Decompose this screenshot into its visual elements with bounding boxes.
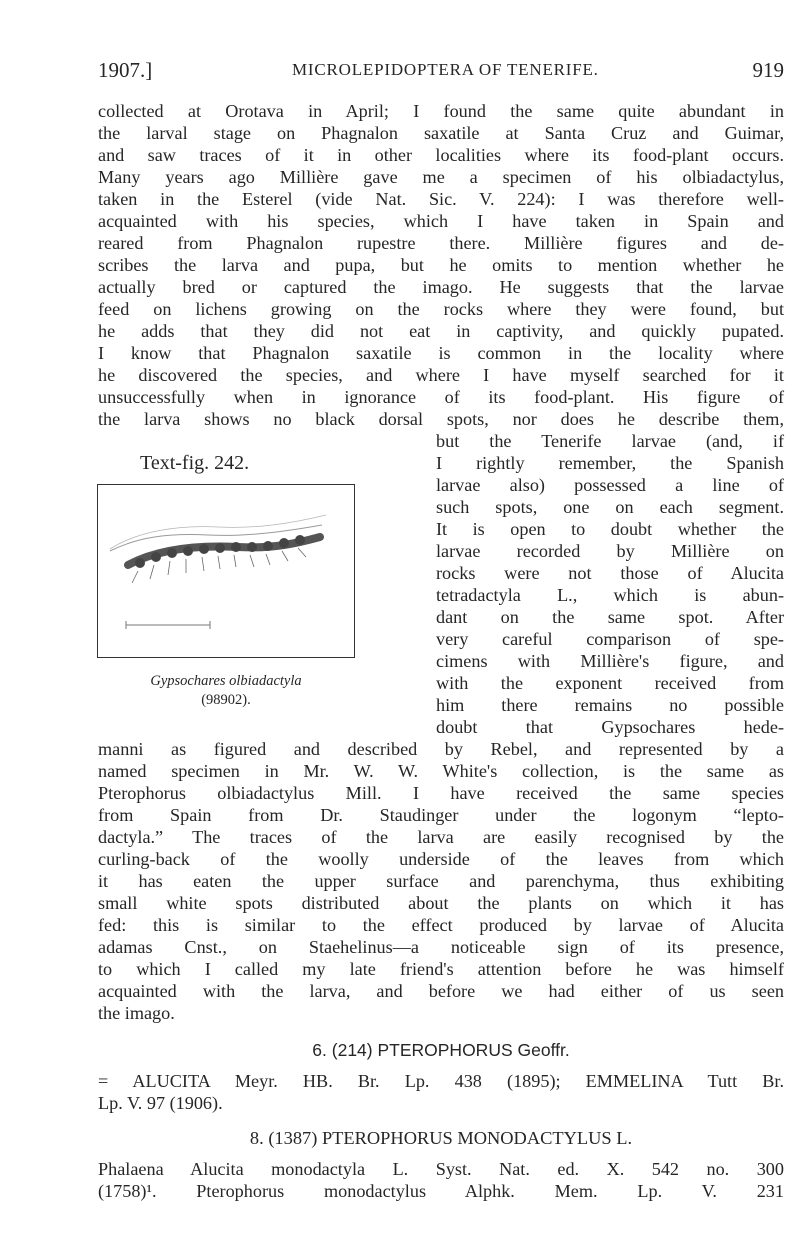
text-line: and saw traces of it in other localities where its food-plant occurs. [98, 145, 784, 165]
text-line: scribes the larva and pupa, but he omits to mention whether he [98, 255, 784, 275]
text-line: actually bred or captured the imago. He suggests that the larvae [98, 277, 784, 297]
page-number: 919 [752, 58, 784, 82]
text-line: taken in the Esterel (vide Nat. Sic. V. 224): I was therefore well- [98, 189, 784, 209]
header-title: MICROLEPIDOPTERA OF TENERIFE. [292, 60, 599, 79]
text-line: I know that Phagnalon saxatile is common in the locality where [98, 343, 784, 363]
text-line: Pterophorus olbiadactylus Mill. I have received the same species [98, 783, 784, 803]
reference-line: Phalaena Alucita monodactyla L. Syst. Nat. ed. X. 542 no. 300 [98, 1159, 784, 1179]
text-line: acquainted with the larva, and before we had either of us seen [98, 981, 784, 1001]
text-line: rocks were not those of Alucita [436, 563, 784, 583]
text-line: curling-back of the woolly underside of the leaves from which [98, 849, 784, 869]
species-heading: 8. (1387) PTEROPHORUS MONODACTYLUS L. [249, 1128, 633, 1148]
text-line: but the Tenerife larvae (and, if [436, 431, 784, 451]
text-line: dactyla.” The traces of the larva are easily recognised by the [98, 827, 784, 847]
text-line: with the exponent received from [436, 673, 784, 693]
figure-caption-species: Gypsochares olbiadactyla [150, 673, 302, 689]
text-line: feed on lichens growing on the rocks where they were found, but [98, 299, 784, 319]
synonymy-line: = ALUCITA Meyr. HB. Br. Lp. 438 (1895); EMMELINA Tutt Br. [98, 1071, 784, 1091]
text-line: the imago. [98, 1003, 175, 1023]
text-line: such spots, one on each segment. [436, 497, 784, 517]
text-line: the larva shows no black dorsal spots, nor does he describe them, [98, 409, 784, 429]
text-line: acquainted with his species, which I have taken in Spain and [98, 211, 784, 231]
text-line: I rightly remember, the Spanish [436, 453, 784, 473]
figure-caption [97, 672, 355, 710]
text-line: reared from Phagnalon rupestre there. Millière figures and de- [98, 233, 784, 253]
text-line: very careful comparison of spe- [436, 629, 784, 649]
text-line: named specimen in Mr. W. W. White's collection, is the same as [98, 761, 784, 781]
text-line: doubt that Gypsochares hede- [436, 717, 784, 737]
text-line: he adds that they did not eat in captivity, and quickly pupated. [98, 321, 784, 341]
text-line: cimens with Millière's figure, and [436, 651, 784, 671]
text-line: Many years ago Millière gave me a specimen of his olbiadactylus, [98, 167, 784, 187]
text-line: unsuccessfully when in ignorance of its food-plant. His figure of [98, 387, 784, 407]
text-line: It is open to doubt whether the [436, 519, 784, 539]
reference-line: (1758)¹. Pterophorus monodactylus Alphk. Mem. Lp. V. 231 [98, 1181, 784, 1201]
text-line: manni as figured and described by Rebel, and represented by a [98, 739, 784, 759]
text-line: to which I called my late friend's attention before he was himself [98, 959, 784, 979]
text-line: collected at Orotava in April; I found the same quite abundant in [98, 101, 784, 121]
text-line: small white spots distributed about the plants on which it has [98, 893, 784, 913]
text-line: fed: this is similar to the effect produced by larvae of Alucita [98, 915, 784, 935]
running-header [98, 58, 784, 86]
text-line: adamas Cnst., on Staehelinus—a noticeable sign of its presence, [98, 937, 784, 957]
text-line: it has eaten the upper surface and parenchyma, thus exhibiting [98, 871, 784, 891]
genus-heading: 6. (214) PTEROPHORUS Geoffr. [312, 1040, 570, 1060]
text-line: him there remains no possible [436, 695, 784, 715]
text-line: larvae also) possessed a line of [436, 475, 784, 495]
figure-frame [97, 484, 355, 658]
text-line: he discovered the species, and where I have myself searched for it [98, 365, 784, 385]
text-line: the larval stage on Phagnalon saxatile at Santa Cruz and Guimar, [98, 123, 784, 143]
text-line: larvae recorded by Millière on [436, 541, 784, 561]
text-line: dant on the same spot. After [436, 607, 784, 627]
text-line: from Spain from Dr. Staudinger under the logonym “lepto- [98, 805, 784, 825]
figure-title: Text-fig. 242. [140, 452, 250, 474]
synonymy-line: Lp. V. 97 (1906). [98, 1093, 223, 1113]
larva-illustration [98, 485, 354, 657]
header-year: 1907.] [98, 58, 153, 82]
figure-caption-number: (98902). [201, 692, 251, 708]
text-line: tetradactyla L., which is abun- [436, 585, 784, 605]
